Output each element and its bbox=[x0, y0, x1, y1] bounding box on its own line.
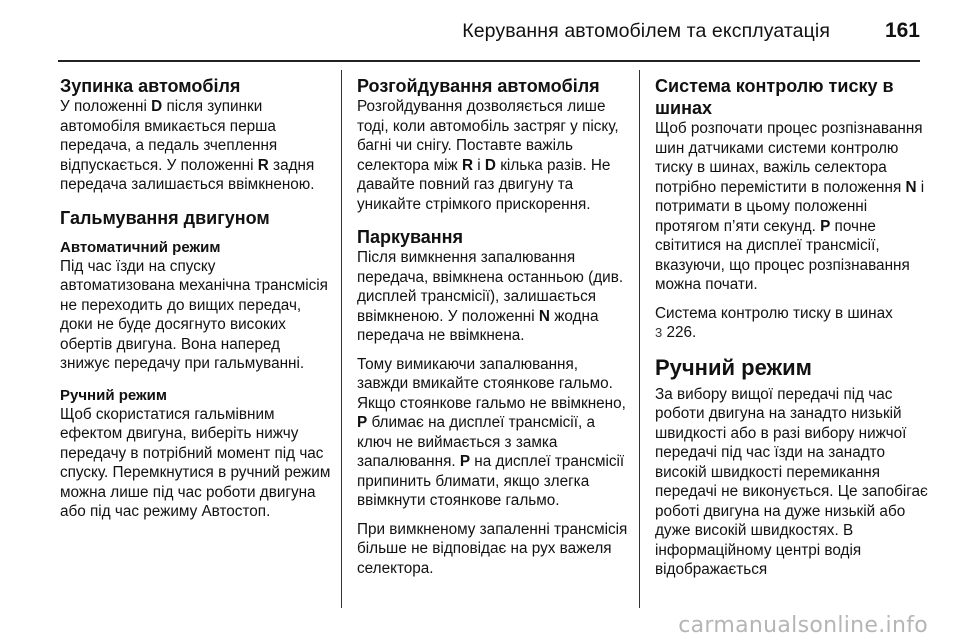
paragraph: Щоб скористатися гальмівним ефектом двигуна, виберіть нижчу передачу в потрібний момент під час спуску. Перемкнутися в ручний режим можна лише під час роботи двигуна або під час режиму Автостоп. bbox=[60, 405, 331, 520]
paragraph: Система контролю тиску в шинах 3 226. bbox=[655, 304, 893, 341]
page-reference-icon: 3 bbox=[655, 325, 663, 340]
column-3 bbox=[655, 75, 929, 580]
header-title: Керування автомобілем та експлуатація bbox=[462, 20, 830, 42]
section-title: Ручний режим bbox=[655, 354, 812, 380]
paragraph: Під час їзди на спуску автоматизована механічна трансмісія не переходить до вищих передач, доки не буде досягнуто високих обертів двигуна. Вона наперед знижує передачу при гальмуванні. bbox=[60, 257, 328, 372]
paragraph: Розгойдування дозволяється лише тоді, коли автомобіль застряг у піску, багні чи снігу. Поставте важіль селектора між R і D кілька разів. Не давайте повний газ двигуну та уникайте стрімкого прискорення. bbox=[357, 98, 619, 213]
header-rule bbox=[58, 60, 920, 62]
paragraph: Після вимкнення запалювання передача, ввімкнена останньою (див. дисплей трансмісії), залишається ввімкненою. У положенні N жодна передача не ввімкнена. bbox=[357, 249, 624, 344]
paragraph: Щоб розпочати процес розпізнавання шин датчиками системи контролю тиску в шинах, важіль селектора потрібно перемістити в положення N і потримати в цьому положенні протягом п’яти секунд. P почне світитися на дисплеї трансмісії, вказуючи, що процес розпізнавання можна почати. bbox=[655, 120, 925, 293]
section-title: Зупинка автомобіля bbox=[60, 76, 241, 96]
paragraph: У положенні D після зупинки автомобіля вмикається перша передача, а педаль зчеплення відпускається. У положенні R задня передача залишається ввімкненою. bbox=[60, 98, 315, 193]
column-divider bbox=[639, 70, 640, 608]
column-2 bbox=[357, 75, 629, 578]
column-divider bbox=[341, 70, 342, 608]
paragraph: При вимкненому запаленні трансмісія більше не відповідає на рух важеля селектора. bbox=[357, 520, 628, 577]
page-reference: 226. bbox=[662, 324, 697, 341]
section-title: Гальмування двигуном bbox=[60, 207, 270, 228]
page-number: 161 bbox=[884, 19, 920, 42]
subsection-title: Ручний режим bbox=[60, 386, 167, 404]
paragraph: За вибору вищої передачі під час роботи двигуна на занадто низькій швидкості або в разі вибору нижчої передачі під час їзди на занадто високій швидкості перемикання передачі не виконується. Це запобігає роботі двигуна на дуже низькій або дуже високій швидкостях. В інформаційному центрі водія відображається bbox=[655, 385, 928, 578]
section-title: Паркування bbox=[357, 227, 464, 247]
paragraph: Тому вимикаючи запалювання, завжди вмикайте стоянкове гальмо. Якщо стоянкове гальмо не ввімкнено, P блимає на дисплеї трансмісії, а ключ не виймається з замка запалювання. P на дисплеї трансмісії припинить блимати, якщо злегка ввімкнути стоянкове гальмо. bbox=[357, 355, 626, 509]
section-title: Розгойдування автомобіля bbox=[357, 76, 600, 96]
watermark: carmanualsonline.info bbox=[678, 613, 928, 638]
section-title: Система контролю тиску в шинах bbox=[655, 76, 894, 118]
column-1 bbox=[60, 75, 332, 522]
page-header bbox=[0, 0, 960, 62]
subsection-title: Автоматичний режим bbox=[60, 238, 221, 256]
